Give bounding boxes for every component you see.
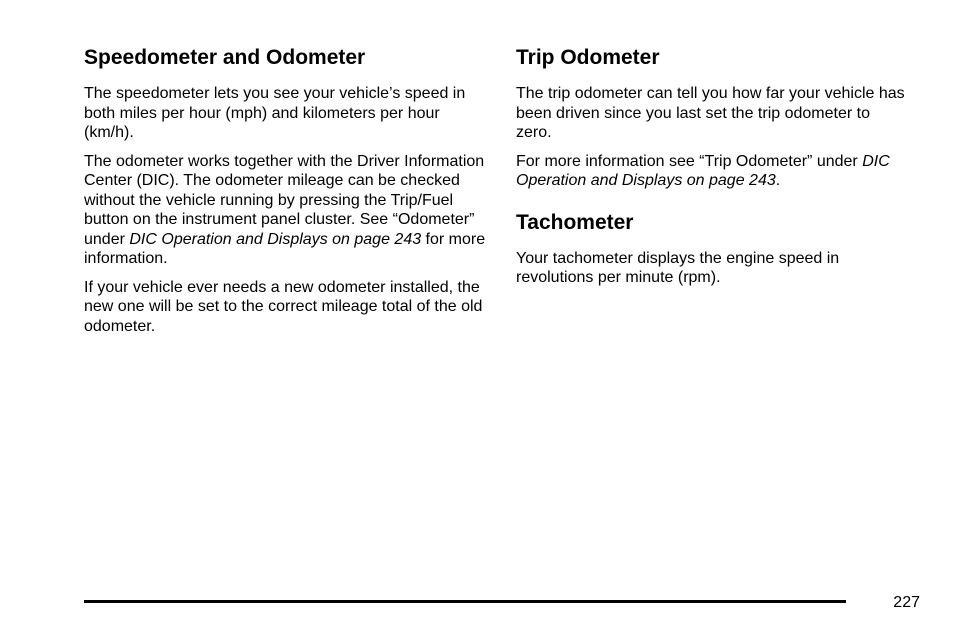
trip-info-text-start: For more information see “Trip Odometer” under: [516, 152, 863, 170]
trip-odometer-heading: Trip Odometer: [516, 46, 660, 69]
odometer-text-start: The odometer works together with the Driver Information Center (DIC). The odometer mileage can be checked without the vehicle running by pressing the Trip/Fuel button on the instrument panel cluster. See “Odometer” under: [84, 152, 485, 248]
speedometer-paragraph: The speedometer lets you see your vehicle’s speed in both miles per hour (mph) and kilometers per hour (km/h).: [84, 85, 466, 141]
odometer-text-end: for more information.: [84, 230, 486, 267]
footer-rule: [84, 600, 846, 603]
trip-odometer-info-paragraph: [516, 152, 906, 191]
odometer-dic-reference: DIC Operation and Displays on page 243: [129, 230, 422, 248]
tachometer-heading: Tachometer: [516, 210, 634, 234]
new-odometer-paragraph: If your vehicle ever needs a new odometer installed, the new one will be set to the correct mileage total of the old odometer.: [84, 278, 483, 335]
odometer-paragraph: [84, 152, 489, 269]
right-column: [516, 44, 906, 297]
left-column: [84, 44, 489, 345]
trip-dic-reference: DIC Operation and Displays on page 243: [516, 152, 890, 189]
trip-odometer-paragraph: The trip odometer can tell you how far your vehicle has been driven since you last set the trip odometer to zero.: [516, 85, 905, 141]
page-number: 227: [893, 594, 920, 611]
trip-info-text-end: .: [775, 172, 781, 189]
tachometer-paragraph: Your tachometer displays the engine speed in revolutions per minute (rpm).: [516, 249, 840, 286]
speedometer-odometer-heading: Speedometer and Odometer: [84, 46, 366, 69]
